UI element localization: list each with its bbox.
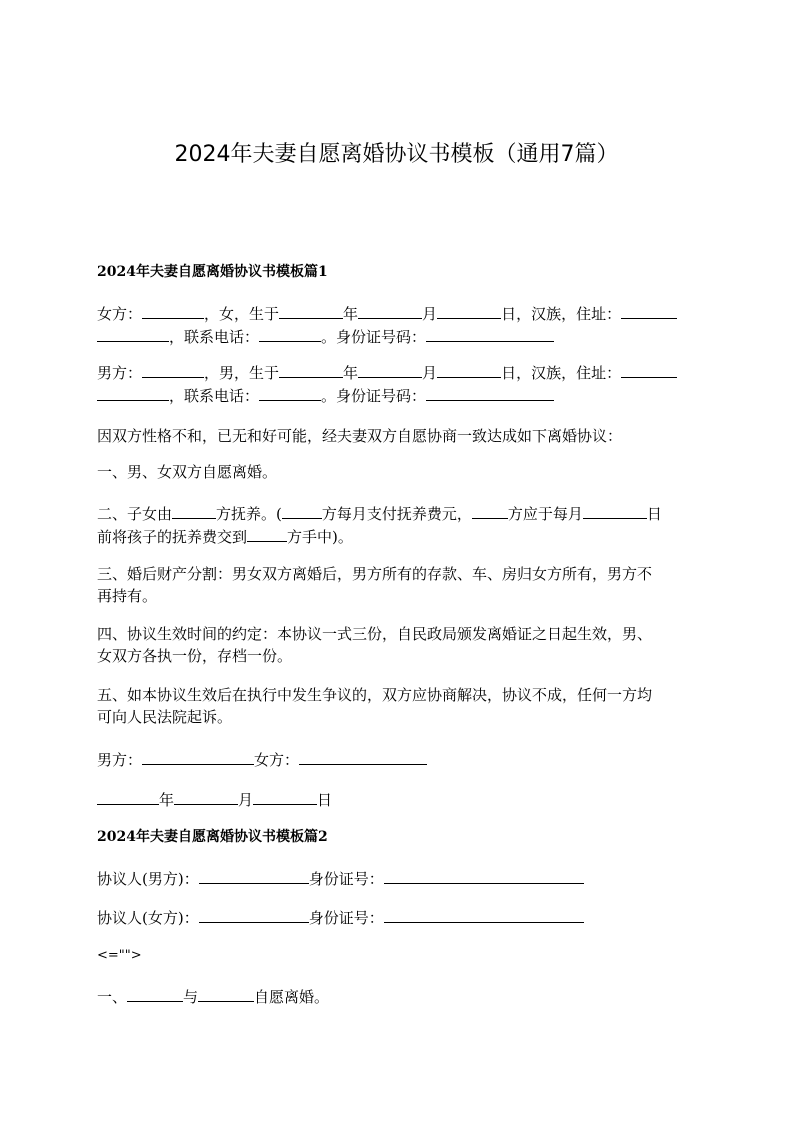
male-name-blank[interactable] <box>142 361 204 378</box>
party-male-id-blank[interactable] <box>384 867 584 884</box>
party-female-line <box>97 906 697 929</box>
clause-2-text-g: 方手中)。 <box>287 528 353 546</box>
clause-3 <box>97 563 697 607</box>
female-month-label: 月 <box>422 305 438 323</box>
date-line <box>97 788 697 811</box>
male-phone-blank[interactable] <box>259 384 321 401</box>
female-gender: ，女，生于 <box>204 305 280 323</box>
clause-4-line-2: 女双方各执一份，存档一份。 <box>97 647 293 665</box>
female-id-blank[interactable] <box>426 325 554 342</box>
page-title: 2024年夫妻自愿离婚协议书模板（通用7篇） <box>174 142 619 167</box>
party-female-label: 协议人(女方)： <box>97 909 199 927</box>
s2-party-a-blank[interactable] <box>127 985 183 1002</box>
intro-paragraph: 因双方性格不和，已无和好可能，经夫妻双方自愿协商一致达成如下离婚协议： <box>97 427 623 445</box>
female-phone-label: ，联系电话： <box>169 328 260 346</box>
male-info <box>97 361 697 407</box>
sign-month-blank[interactable] <box>174 788 238 805</box>
clause-2 <box>97 502 697 548</box>
clause-2-text-e: 日 <box>646 505 662 523</box>
section-2-clause-1 <box>97 985 697 1008</box>
female-birth-month-blank[interactable] <box>358 302 422 319</box>
male-month-label: 月 <box>422 364 438 382</box>
clause-4 <box>97 623 697 667</box>
clause-4-line-1: 四、协议生效时间的约定：本协议一式三份，自民政局颁发离婚证之日起生效，男、 <box>97 625 653 643</box>
section-2-heading: 2024年夫妻自愿离婚协议书模板篇2 <box>97 829 328 845</box>
female-name-blank[interactable] <box>142 302 204 319</box>
s2-clause-1-text-c: 自愿离婚。 <box>254 988 330 1006</box>
clause-2-text-d: 方应于每月 <box>507 505 583 523</box>
female-info <box>97 302 697 348</box>
month-label: 月 <box>238 791 254 809</box>
clause-5-line-2: 可向人民法院起诉。 <box>97 708 233 726</box>
male-birth-day-blank[interactable] <box>437 361 501 378</box>
male-gender: ，男，生于 <box>204 364 280 382</box>
female-id-label: 。身份证号码： <box>321 328 427 346</box>
male-address-label: 日，汉族，住址： <box>501 364 622 382</box>
female-label: 女方： <box>97 305 143 323</box>
male-label: 男方： <box>97 364 143 382</box>
female-address-label: 日，汉族，住址： <box>501 305 622 323</box>
custody-party-blank[interactable] <box>172 502 216 519</box>
clause-2-text-c: 方每月支付抚养费元， <box>321 505 472 523</box>
clause-3-line-2: 再持有。 <box>97 587 158 605</box>
clause-1: 一、男、女双方自愿离婚。 <box>97 463 278 481</box>
clause-5 <box>97 684 697 728</box>
payer-party-blank-2[interactable] <box>472 502 508 519</box>
party-female-id-blank[interactable] <box>384 906 584 923</box>
clause-2-text-f: 前将孩子的抚养费交到 <box>97 528 248 546</box>
payer-party-blank[interactable] <box>282 502 322 519</box>
clause-2-text-b: 方抚养。( <box>216 505 282 523</box>
male-address-blank-2[interactable] <box>97 384 169 401</box>
male-id-label: 。身份证号码： <box>321 387 427 405</box>
s2-clause-1-text-a: 一、 <box>97 988 128 1006</box>
signature-line <box>97 748 697 771</box>
year-label: 年 <box>159 791 175 809</box>
payment-day-blank[interactable] <box>583 502 647 519</box>
s2-party-b-blank[interactable] <box>198 985 254 1002</box>
party-male-name-blank[interactable] <box>199 867 309 884</box>
female-birth-year-blank[interactable] <box>279 302 343 319</box>
male-address-blank[interactable] <box>621 361 677 378</box>
party-male-line <box>97 867 697 890</box>
female-birth-day-blank[interactable] <box>437 302 501 319</box>
sign-year-blank[interactable] <box>97 788 159 805</box>
male-birth-year-blank[interactable] <box>279 361 343 378</box>
male-year-label: 年 <box>343 364 359 382</box>
clause-3-line-1: 三、婚后财产分割：男女双方离婚后，男方所有的存款、车、房归女方所有，男方不 <box>97 565 653 583</box>
clause-5-line-1: 五、如本协议生效后在执行中发生争议的，双方应协商解决，协议不成，任何一方均 <box>97 686 653 704</box>
male-signature-blank[interactable] <box>142 748 254 765</box>
code-fragment: <=""> <box>97 948 142 963</box>
receiver-party-blank[interactable] <box>247 525 287 542</box>
female-phone-blank[interactable] <box>259 325 321 342</box>
sign-day-blank[interactable] <box>253 788 317 805</box>
s2-clause-1-text-b: 与 <box>183 988 199 1006</box>
female-signature-blank[interactable] <box>299 748 427 765</box>
day-label: 日 <box>317 791 333 809</box>
female-address-blank-2[interactable] <box>97 325 169 342</box>
female-year-label: 年 <box>343 305 359 323</box>
section-1-heading: 2024年夫妻自愿离婚协议书模板篇1 <box>97 264 328 280</box>
party-male-label: 协议人(男方)： <box>97 870 199 888</box>
male-phone-label: ，联系电话： <box>169 387 260 405</box>
male-sign-label: 男方： <box>97 751 143 769</box>
party-female-id-label: 身份证号： <box>308 909 384 927</box>
male-id-blank[interactable] <box>426 384 554 401</box>
party-male-id-label: 身份证号： <box>308 870 384 888</box>
female-address-blank[interactable] <box>621 302 677 319</box>
clause-2-text-a: 二、子女由 <box>97 505 173 523</box>
party-female-name-blank[interactable] <box>199 906 309 923</box>
male-birth-month-blank[interactable] <box>358 361 422 378</box>
female-sign-label: 女方： <box>254 751 300 769</box>
